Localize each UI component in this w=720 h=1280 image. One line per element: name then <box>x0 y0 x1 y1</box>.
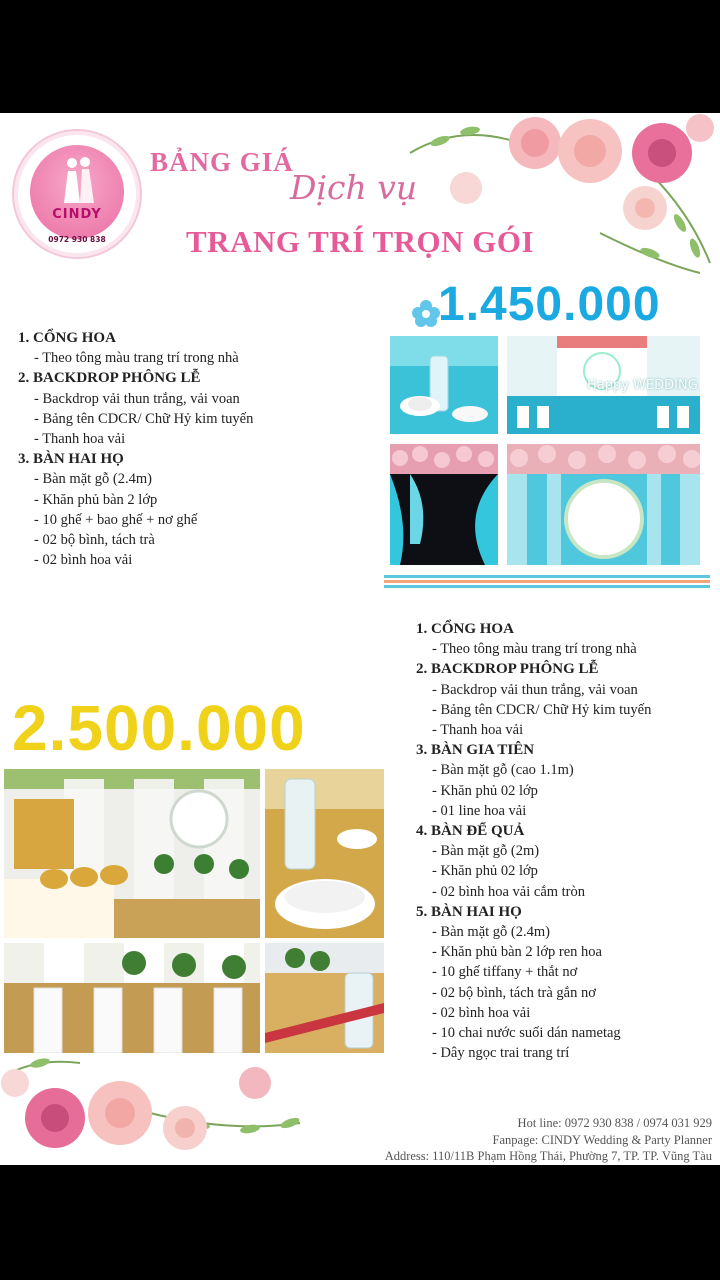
package2-heading-5: 5. BÀN HAI HỌ <box>416 903 522 920</box>
price-poster <box>0 113 720 1165</box>
package1-item: - 02 bình hoa vải <box>34 552 133 569</box>
package2-list <box>416 619 651 1063</box>
photo-altar-setup <box>4 769 260 938</box>
package1-item: - Backdrop vải thun trắng, vải voan <box>34 390 240 407</box>
contact-info <box>385 1115 712 1165</box>
title-line-3: TRANG TRÍ TRỌN GÓI <box>186 224 535 259</box>
package1-list <box>18 328 253 570</box>
package1-item: - Khăn phủ bàn 2 lớp <box>34 491 158 508</box>
photo-tea-table <box>390 336 498 434</box>
package2-item: - Bàn mặt gỗ (2m) <box>432 843 540 860</box>
address: Address: 110/11B Phạm Hồng Thái, Phường 7, TP. TP. Vũng Tàu <box>384 1149 712 1163</box>
flower-decoration-bottom <box>0 1053 320 1165</box>
package2-item: - Khăn phủ 02 lớp <box>432 782 538 799</box>
package1-item: - Theo tông màu trang trí trong nhà <box>34 350 239 367</box>
package2-item: - Bảng tên CDCR/ Chữ Hỷ kim tuyến <box>432 701 652 718</box>
divider-stripes <box>384 575 710 589</box>
package1-heading-1: 1. CỔNG HOA <box>18 330 116 346</box>
hotline: Hot line: 0972 930 838 / 0974 031 929 <box>517 1116 712 1130</box>
package1-price: 1.450.000 <box>438 278 661 331</box>
package2-heading-3: 3. BÀN GIA TIÊN <box>416 742 535 759</box>
package2-item: - 02 bình hoa vải <box>432 1004 531 1021</box>
fanpage: Fanpage: CINDY Wedding & Party Planner <box>492 1132 712 1147</box>
logo-brand-name: CINDY <box>52 207 102 222</box>
package1-item: - 02 bộ bình, tách trà <box>34 532 155 549</box>
package2-item: - Khăn phủ 02 lớp <box>432 863 538 880</box>
package2-price: 2.500.000 <box>12 692 306 764</box>
package2-heading-2: 2. BACKDROP PHÔNG LỄ <box>416 661 599 678</box>
package2-item: - 02 bộ bình, tách trà gắn nơ <box>432 984 596 1001</box>
package2-item: - Thanh hoa vải <box>432 722 524 739</box>
package2-item: - Backdrop vải thun trắng, vải voan <box>432 681 638 698</box>
package1-item: - Thanh hoa vải <box>34 431 126 448</box>
package1-heading-2: 2. BACKDROP PHÔNG LỄ <box>18 370 201 387</box>
photo-tea-cups <box>265 769 384 938</box>
package2-item: - Bàn mặt gỗ (cao 1.1m) <box>432 762 574 779</box>
package1-heading-3: 3. BÀN HAI HỌ <box>18 451 124 468</box>
package2-heading-4: 4. BÀN ĐỂ QUẢ <box>416 823 525 840</box>
photo-curtain-backdrop <box>390 444 498 565</box>
package2-item: - 01 line hoa vải <box>432 802 527 819</box>
package2-item: - Theo tông màu trang trí trong nhà <box>432 641 637 658</box>
couple-silhouette-icon <box>58 155 98 203</box>
package2-item: - 10 ghế tiffany + thắt nơ <box>432 964 578 981</box>
package2-item: - Khăn phủ bàn 2 lớp ren hoa <box>432 944 602 961</box>
package1-item: - Bảng tên CDCR/ Chữ Hỷ kim tuyến <box>34 410 254 427</box>
package2-item: - Dây ngọc trai trang trí <box>432 1045 570 1062</box>
package2-item: - 10 chai nước suối dán nametag <box>432 1025 621 1042</box>
logo-emblem <box>30 145 124 239</box>
photo-table-closeup <box>265 943 384 1053</box>
package1-item: - 10 ghế + bao ghế + nơ ghế <box>34 511 198 528</box>
title-line-2: Dịch vụ <box>290 168 418 207</box>
brand-logo <box>12 129 142 259</box>
photo-caption: Happy WEDDING <box>587 378 698 393</box>
package2-item: - Bàn mặt gỗ (2.4m) <box>432 924 550 941</box>
package2-heading-1: 1. CỔNG HOA <box>416 621 514 637</box>
logo-phone: 0972 930 838 <box>48 235 106 244</box>
photo-name-board <box>507 444 700 565</box>
package2-item: - 02 bình hoa vải cắm tròn <box>432 883 586 900</box>
photo-guest-tables <box>4 943 260 1053</box>
package1-item: - Bàn mặt gỗ (2.4m) <box>34 471 152 488</box>
photo-hall-setup <box>507 336 700 434</box>
title-line-1: BẢNG GIÁ <box>150 147 294 177</box>
